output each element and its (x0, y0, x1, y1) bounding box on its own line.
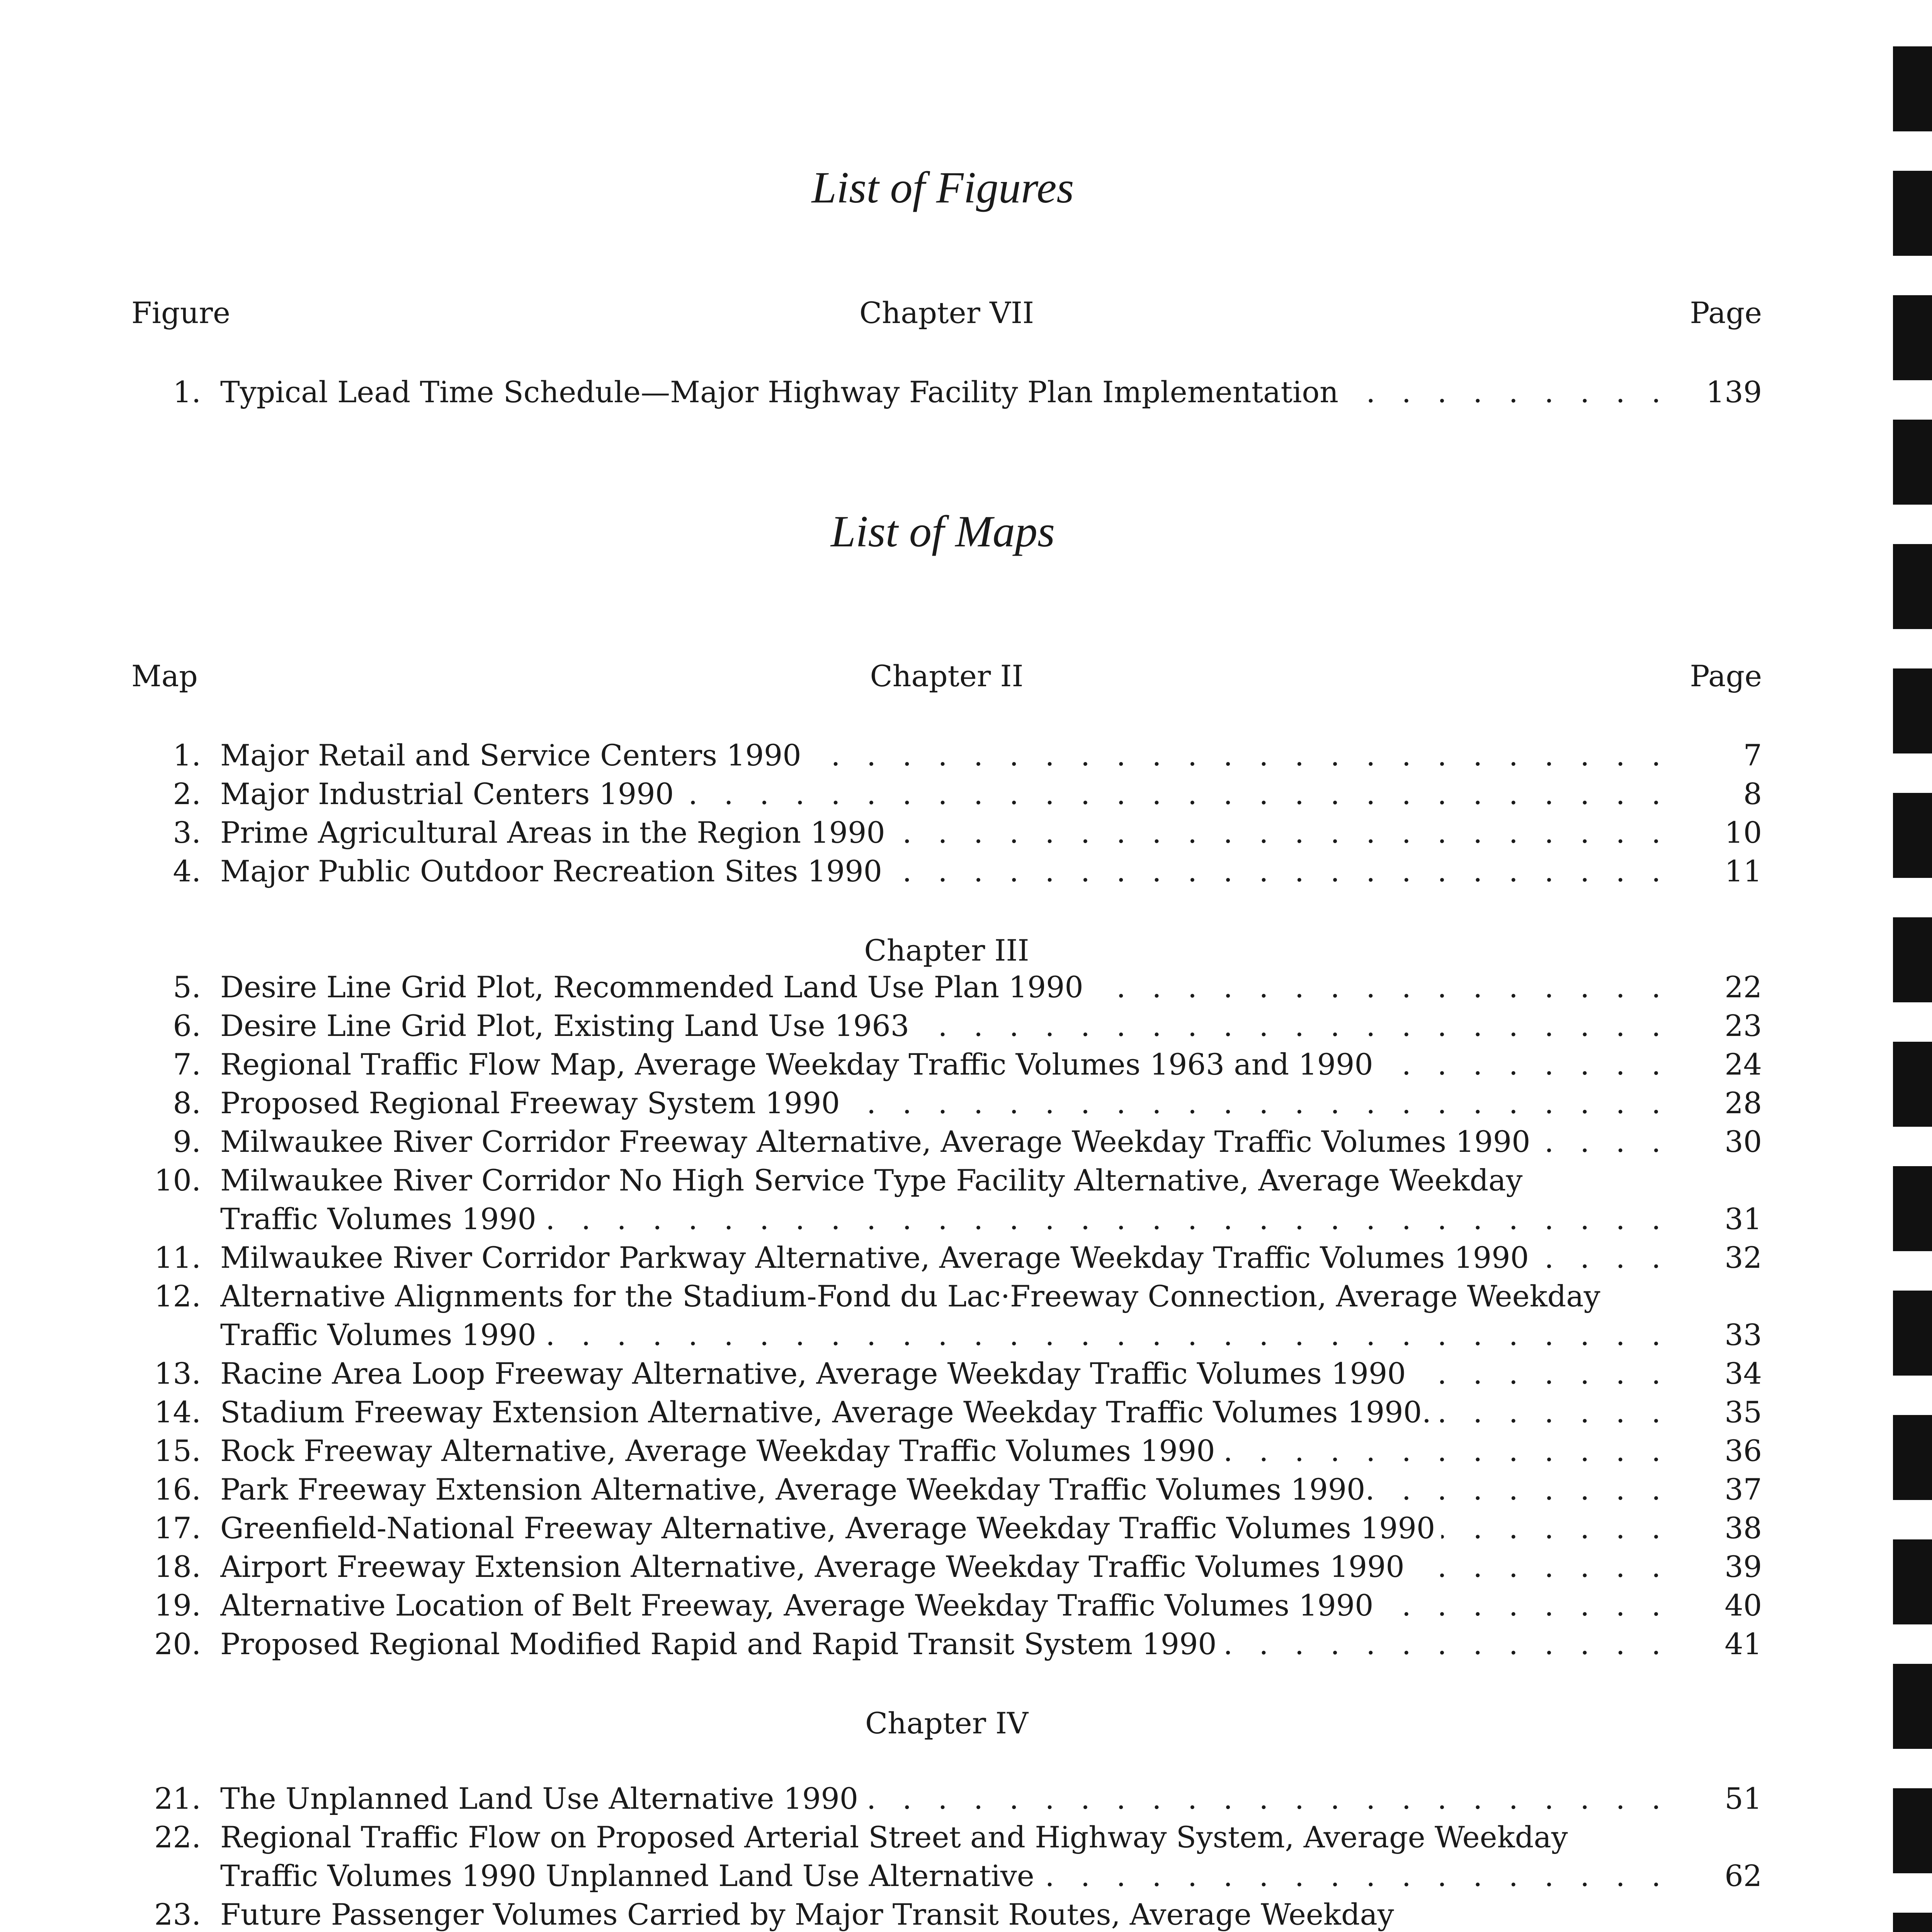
figures-chapter-heading: Chapter VII (859, 296, 1034, 330)
toc-entry (131, 1625, 1762, 1663)
entry-title-line: Regional Traffic Flow Map, Average Weekday Traffic Volumes 1963 and 1990 . . . (220, 1045, 1669, 1084)
entry-title-line: Major Industrial Centers 1990 . . . (220, 775, 1669, 813)
entry-page-number: 33 (1725, 1318, 1762, 1352)
entry-title-line: Proposed Regional Modified Rapid and Rapid Transit System 1990 . . . (220, 1625, 1669, 1663)
entry-page-number: 37 (1725, 1472, 1762, 1507)
entry-page-number: 23 (1725, 1009, 1762, 1043)
entry-page-number: 38 (1725, 1511, 1762, 1545)
entry-number: 13. (154, 1356, 201, 1391)
entry-page-number: 28 (1725, 1086, 1762, 1120)
maps-title: List of Maps (830, 507, 1055, 556)
entry-page-number: 32 (1725, 1240, 1762, 1275)
toc-entry (131, 1548, 1762, 1586)
figures-title: List of Figures (811, 163, 1074, 213)
toc-entry (131, 813, 1762, 852)
entry-title-line: Desire Line Grid Plot, Recommended Land Use Plan 1990 . . . (220, 968, 1669, 1007)
toc-entry (131, 775, 1762, 813)
toc-entry (131, 1354, 1762, 1393)
entry-title-line: Regional Traffic Flow on Proposed Arterial Street and Highway System, Average Weekday (220, 1820, 1568, 1854)
entry-title-line: Alternative Location of Belt Freeway, Average Weekday Traffic Volumes 1990 . . . (220, 1586, 1669, 1625)
entry-title-line: Prime Agricultural Areas in the Region 1990 . . . (220, 813, 1669, 852)
edge-mark (1893, 668, 1932, 753)
toc-entry (131, 968, 1762, 1007)
toc-entry (131, 373, 1762, 412)
maps-chapter-heading-1: Chapter III (864, 933, 1029, 968)
maps-page-col-label: Page (1690, 659, 1762, 693)
entry-title-line: Park Freeway Extension Alternative, Average Weekday Traffic Volumes 1990. . . . (220, 1470, 1669, 1509)
entry-number: 14. (154, 1395, 201, 1429)
edge-mark (1893, 171, 1932, 256)
toc-entry (131, 1045, 1762, 1084)
entry-number: 12. (154, 1279, 201, 1313)
toc-entry (131, 1161, 1762, 1238)
entry-page-number: 39 (1725, 1549, 1762, 1584)
entry-page-number: 139 (1706, 375, 1762, 409)
entry-title-line: The Unplanned Land Use Alternative 1990 . . . (220, 1779, 1669, 1818)
toc-entry (131, 1895, 1762, 1932)
edge-mark (1893, 1415, 1932, 1500)
toc-entry (131, 1238, 1762, 1277)
entry-number: 3. (173, 815, 201, 850)
entry-number: 23. (154, 1897, 201, 1932)
entry-number: 4. (173, 854, 201, 888)
entry-number: 1. (173, 375, 201, 409)
maps-header-row (131, 659, 1762, 694)
entry-title-line: Milwaukee River Corridor Freeway Alternative, Average Weekday Traffic Volumes 1990 . . . (220, 1122, 1669, 1161)
entry-page-number: 41 (1725, 1627, 1762, 1661)
entry-page-number: 62 (1725, 1859, 1762, 1893)
edge-mark (1893, 46, 1932, 131)
entry-page-number: 24 (1725, 1047, 1762, 1082)
maps-list-chapter-4 (131, 1779, 1762, 1932)
entry-number: 18. (154, 1549, 201, 1584)
edge-mark (1893, 420, 1932, 505)
entry-number: 22. (154, 1820, 201, 1854)
toc-entry (131, 1122, 1762, 1161)
entry-number: 9. (173, 1124, 201, 1159)
entry-number: 1. (173, 738, 201, 772)
toc-entry (131, 1779, 1762, 1818)
entry-title-line: Milwaukee River Corridor No High Service Type Facility Alternative, Average Weekday (220, 1163, 1523, 1197)
entry-number: 20. (154, 1627, 201, 1661)
entry-title-line: Typical Lead Time Schedule—Major Highway Facility Plan Implementation . . . (220, 373, 1669, 412)
toc-entry (131, 852, 1762, 891)
entry-number: 15. (154, 1434, 201, 1468)
entry-title-line: Future Passenger Volumes Carried by Major Transit Routes, Average Weekday (220, 1897, 1394, 1932)
entry-title-line: Traffic Volumes 1990 Unplanned Land Use Alternative . . . (220, 1857, 1669, 1895)
entry-title-line: Rock Freeway Alternative, Average Weekday Traffic Volumes 1990 . . . (220, 1432, 1669, 1470)
entry-title-line: Alternative Alignments for the Stadium-Fond du Lac·Freeway Connection, Average Weekday (220, 1279, 1600, 1313)
figures-page-col-label: Page (1690, 296, 1762, 330)
entry-title-line: Stadium Freeway Extension Alternative, Average Weekday Traffic Volumes 1990. . . . (220, 1393, 1669, 1432)
entry-number: 8. (173, 1086, 201, 1120)
binding-edge-marks (1881, 0, 1932, 1932)
edge-mark (1893, 1166, 1932, 1251)
entry-number: 16. (154, 1472, 201, 1507)
entry-title-line: Proposed Regional Freeway System 1990 . . . (220, 1084, 1669, 1122)
entry-page-number: 36 (1725, 1434, 1762, 1468)
entry-page-number: 22 (1725, 970, 1762, 1004)
figures-col-label: Figure (131, 296, 230, 330)
toc-entry (131, 1818, 1762, 1895)
edge-mark (1893, 295, 1932, 380)
toc-entry (131, 1586, 1762, 1625)
entry-page-number: 51 (1725, 1781, 1762, 1816)
entry-title-line: Greenfield-National Freeway Alternative, Average Weekday Traffic Volumes 1990 . . . (220, 1509, 1669, 1548)
figures-header-row (131, 296, 1762, 330)
entry-title-line: Traffic Volumes 1990 . . . (220, 1200, 1669, 1238)
figures-list (131, 373, 1762, 412)
maps-chapter-heading-2: Chapter IV (865, 1706, 1028, 1740)
entry-page-number: 8 (1743, 777, 1762, 811)
edge-mark (1893, 1291, 1932, 1376)
toc-entry (131, 1432, 1762, 1470)
entry-page-number: 30 (1725, 1124, 1762, 1159)
entry-page-number: 7 (1743, 738, 1762, 772)
entry-number: 11. (154, 1240, 201, 1275)
maps-chapter-heading-0: Chapter II (870, 659, 1024, 693)
entry-title-line: Traffic Volumes 1990 . . . (220, 1316, 1669, 1354)
toc-entry (131, 1007, 1762, 1045)
edge-mark (1893, 1788, 1932, 1873)
entry-title-line: Racine Area Loop Freeway Alternative, Average Weekday Traffic Volumes 1990 . . . (220, 1354, 1669, 1393)
edge-mark (1893, 1539, 1932, 1624)
edge-mark (1893, 1913, 1932, 1932)
entry-page-number: 11 (1725, 854, 1762, 888)
edge-mark (1893, 1664, 1932, 1749)
entry-title-line: Airport Freeway Extension Alternative, Average Weekday Traffic Volumes 1990 . . . (220, 1548, 1669, 1586)
toc-entry (131, 736, 1762, 775)
entry-number: 5. (173, 970, 201, 1004)
entry-number: 21. (154, 1781, 201, 1816)
entry-title-line: Milwaukee River Corridor Parkway Alternative, Average Weekday Traffic Volumes 1990 . . . (220, 1238, 1669, 1277)
entry-title-line: Major Public Outdoor Recreation Sites 1990 . . . (220, 852, 1669, 891)
toc-entry (131, 1470, 1762, 1509)
entry-number: 7. (173, 1047, 201, 1082)
toc-entry (131, 1277, 1762, 1354)
entry-page-number: 31 (1725, 1202, 1762, 1236)
edge-mark (1893, 793, 1932, 878)
entry-number: 19. (154, 1588, 201, 1622)
edge-mark (1893, 1042, 1932, 1127)
edge-mark (1893, 917, 1932, 1002)
entry-title-line: Desire Line Grid Plot, Existing Land Use 1963 . . . (220, 1007, 1669, 1045)
entry-page-number: 35 (1725, 1395, 1762, 1429)
maps-list-chapter-3 (131, 968, 1762, 1663)
entry-number: 10. (154, 1163, 201, 1197)
entry-number: 2. (173, 777, 201, 811)
entry-title-line: Major Retail and Service Centers 1990 . . . (220, 736, 1669, 775)
toc-entry (131, 1393, 1762, 1432)
entry-number: 6. (173, 1009, 201, 1043)
toc-entry (131, 1509, 1762, 1548)
entry-number: 17. (154, 1511, 201, 1545)
entry-page-number: 40 (1725, 1588, 1762, 1622)
entry-page-number: 34 (1725, 1356, 1762, 1391)
toc-entry (131, 1084, 1762, 1122)
edge-mark (1893, 544, 1932, 629)
entry-page-number: 10 (1725, 815, 1762, 850)
maps-list-chapter-2 (131, 736, 1762, 891)
maps-col-label: Map (131, 659, 198, 693)
